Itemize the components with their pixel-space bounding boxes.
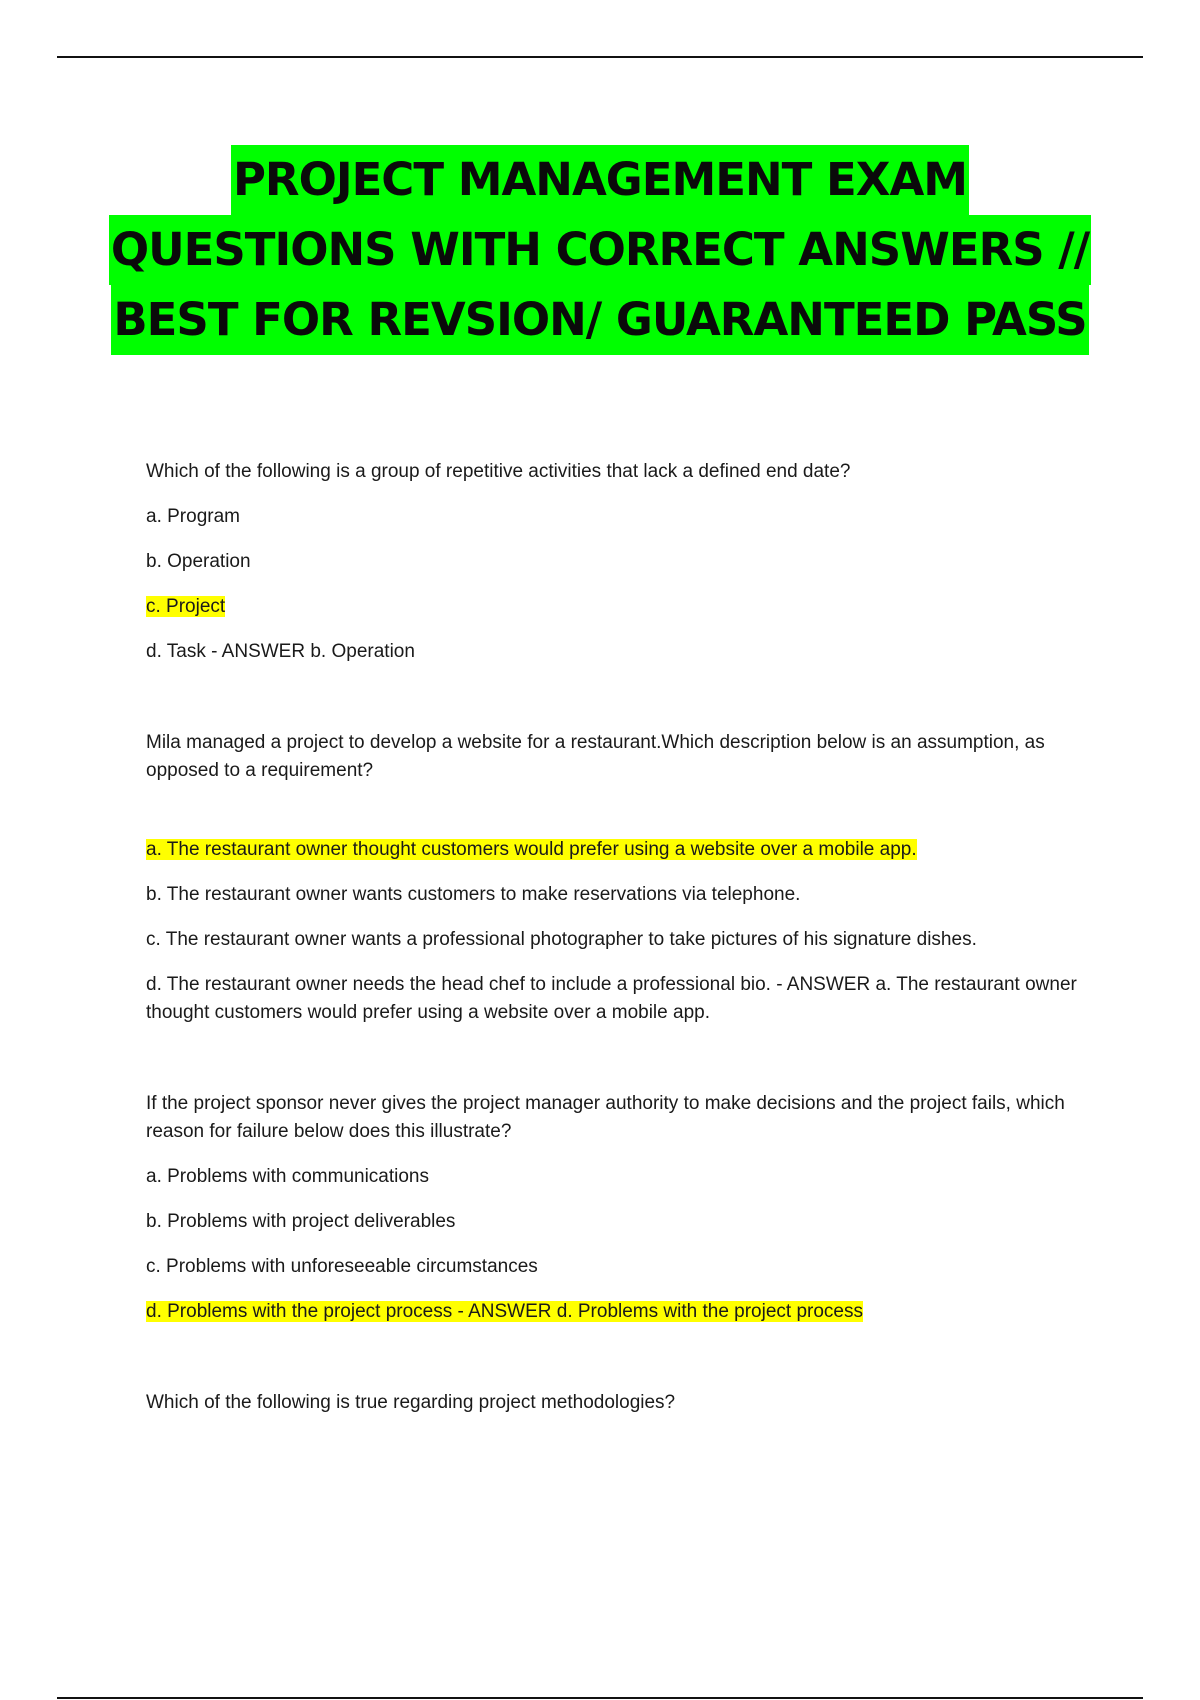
spacer: [146, 802, 1096, 836]
spacer: [146, 1044, 1096, 1090]
option-text: c. Problems with unforeseeable circumstances: [146, 1256, 538, 1277]
top-rule: [57, 56, 1143, 58]
question-list: [146, 458, 1096, 1434]
answer-option-highlighted: [146, 836, 1096, 864]
question-text: Mila managed a project to develop a website for a restaurant.Which description below is an assumption, as opposed to a requirement?: [146, 732, 1045, 781]
option-text: b. Operation: [146, 551, 251, 572]
answer-option: [146, 1253, 1096, 1281]
option-text: b. The restaurant owner wants customers to make reservations via telephone.: [146, 884, 801, 905]
option-text: c. Project: [146, 596, 226, 617]
answer-option: [146, 1163, 1096, 1191]
question-block-4: [146, 1389, 1096, 1417]
option-text: a. Program: [146, 506, 240, 527]
option-text: d. Problems with the project process - ANSWER d. Problems with the project process: [146, 1301, 863, 1322]
question-text: Which of the following is a group of repetitive activities that lack a defined end date?: [146, 461, 851, 482]
question-text: If the project sponsor never gives the project manager authority to make decisions and the project fails, which reason for failure below does this illustrate?: [146, 1093, 1065, 1142]
option-text: a. Problems with communications: [146, 1166, 429, 1187]
option-text: a. The restaurant owner thought customers would prefer using a website over a mobile app.: [146, 839, 917, 860]
option-text: c. The restaurant owner wants a professional photographer to take pictures of his signature dishes.: [146, 929, 977, 950]
answer-option: [146, 971, 1096, 1027]
answer-option: [146, 881, 1096, 909]
question-text: Which of the following is true regarding project methodologies?: [146, 1392, 676, 1413]
option-text: b. Problems with project deliverables: [146, 1211, 456, 1232]
answer-option: [146, 1208, 1096, 1236]
question-block-2: [146, 729, 1096, 1027]
spacer: [146, 683, 1096, 729]
answer-option: [146, 638, 1096, 666]
spacer: [146, 1343, 1096, 1389]
document-title: [0, 145, 1200, 355]
answer-option: [146, 926, 1096, 954]
title-line-2: QUESTIONS WITH CORRECT ANSWERS //: [109, 215, 1091, 285]
question-block-1: [146, 458, 1096, 666]
option-text: d. The restaurant owner needs the head chef to include a professional bio. - ANSWER a. The restaurant owner thought customers would prefer using a website over a mobile app.: [146, 974, 1077, 1023]
title-line-3: BEST FOR REVSION/ GUARANTEED PASS: [111, 285, 1088, 355]
bottom-rule: [57, 1697, 1143, 1699]
option-text: d. Task - ANSWER b. Operation: [146, 641, 415, 662]
question-block-3: [146, 1090, 1096, 1326]
answer-option-highlighted: [146, 1298, 1096, 1326]
title-line-1: PROJECT MANAGEMENT EXAM: [231, 145, 969, 215]
answer-option: [146, 548, 1096, 576]
answer-option-highlighted: [146, 593, 1096, 621]
answer-option: [146, 503, 1096, 531]
